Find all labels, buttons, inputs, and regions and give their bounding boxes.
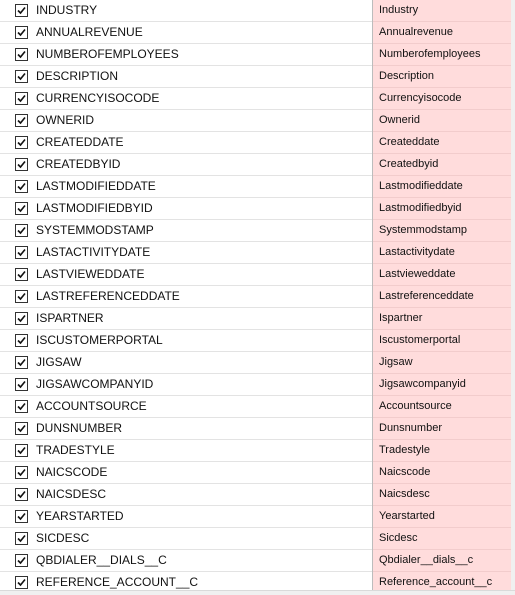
target-field-name: Jigsawcompanyid [379, 378, 466, 390]
include-checkbox[interactable] [15, 70, 28, 83]
include-checkbox[interactable] [15, 466, 28, 479]
table-row[interactable] [0, 462, 515, 484]
target-field-cell[interactable] [373, 198, 511, 220]
source-field-name: OWNERID [36, 113, 94, 127]
include-checkbox[interactable] [15, 158, 28, 171]
target-field-cell[interactable] [373, 330, 511, 352]
target-field-name: Reference_account__c [379, 576, 493, 588]
source-field-name: QBDIALER__DIALS__C [36, 553, 167, 567]
target-field-name: Iscustomerportal [379, 334, 461, 346]
checkmark-icon [16, 115, 27, 126]
checkmark-icon [16, 335, 27, 346]
source-field-name: LASTMODIFIEDBYID [36, 201, 153, 215]
target-field-cell[interactable] [373, 484, 511, 506]
table-row[interactable] [0, 418, 515, 440]
table-row[interactable] [0, 154, 515, 176]
target-field-cell[interactable] [373, 22, 511, 44]
include-checkbox[interactable] [15, 334, 28, 347]
source-field-name: INDUSTRY [36, 3, 98, 17]
include-checkbox[interactable] [15, 576, 28, 589]
table-row[interactable] [0, 220, 515, 242]
checkmark-icon [16, 5, 27, 16]
target-field-cell[interactable] [373, 66, 511, 88]
source-field-name: LASTACTIVITYDATE [36, 245, 151, 259]
table-row[interactable] [0, 22, 515, 44]
target-field-name: Naicscode [379, 466, 431, 478]
table-row[interactable] [0, 374, 515, 396]
target-field-name: Accountsource [379, 400, 452, 412]
include-checkbox[interactable] [15, 488, 28, 501]
include-checkbox[interactable] [15, 290, 28, 303]
checkmark-icon [16, 49, 27, 60]
target-field-cell[interactable] [373, 220, 511, 242]
table-row[interactable] [0, 132, 515, 154]
checkmark-icon [16, 247, 27, 258]
table-row[interactable] [0, 550, 515, 572]
checkmark-icon [16, 511, 27, 522]
target-field-name: Tradestyle [379, 444, 430, 456]
checkmark-icon [16, 489, 27, 500]
source-field-name: YEARSTARTED [36, 509, 124, 523]
table-row[interactable] [0, 528, 515, 550]
include-checkbox[interactable] [15, 92, 28, 105]
source-field-name: ACCOUNTSOURCE [36, 399, 147, 413]
include-checkbox[interactable] [15, 4, 28, 17]
target-field-name: Currencyisocode [379, 92, 462, 104]
target-field-name: Qbdialer__dials__c [379, 554, 474, 566]
source-field-name: LASTREFERENCEDDATE [36, 289, 180, 303]
target-field-cell[interactable] [373, 88, 511, 110]
target-field-name: Lastmodifiedbyid [379, 202, 462, 214]
target-field-cell[interactable] [373, 0, 511, 22]
target-field-name: Ispartner [379, 312, 423, 324]
source-field-name: SICDESC [36, 531, 90, 545]
checkmark-icon [16, 71, 27, 82]
target-field-cell[interactable] [373, 286, 511, 308]
target-field-name: Sicdesc [379, 532, 418, 544]
table-row[interactable] [0, 110, 515, 132]
checkmark-icon [16, 445, 27, 456]
table-row[interactable] [0, 264, 515, 286]
target-field-name: Createdbyid [379, 158, 439, 170]
target-field-cell[interactable] [373, 110, 511, 132]
target-field-cell[interactable] [373, 528, 511, 550]
table-row[interactable] [0, 330, 515, 352]
source-field-name: NUMBEROFEMPLOYEES [36, 47, 179, 61]
include-checkbox[interactable] [15, 48, 28, 61]
table-row[interactable] [0, 44, 515, 66]
include-checkbox[interactable] [15, 400, 28, 413]
checkmark-icon [16, 93, 27, 104]
source-field-name: CREATEDBYID [36, 157, 121, 171]
include-checkbox[interactable] [15, 312, 28, 325]
checkmark-icon [16, 291, 27, 302]
include-checkbox[interactable] [15, 26, 28, 39]
target-field-name: Industry [379, 4, 419, 16]
include-checkbox[interactable] [15, 554, 28, 567]
target-field-name: Dunsnumber [379, 422, 442, 434]
target-field-cell[interactable] [373, 154, 511, 176]
target-field-cell[interactable] [373, 550, 511, 572]
horizontal-scrollbar[interactable] [0, 590, 515, 595]
target-field-cell[interactable] [373, 352, 511, 374]
target-field-name: Lastmodifieddate [379, 180, 463, 192]
target-field-cell[interactable] [373, 440, 511, 462]
checkmark-icon [16, 225, 27, 236]
source-field-name: JIGSAWCOMPANYID [36, 377, 154, 391]
target-field-cell[interactable] [373, 374, 511, 396]
target-field-cell[interactable] [373, 462, 511, 484]
target-field-name: Createddate [379, 136, 440, 148]
table-row[interactable] [0, 484, 515, 506]
include-checkbox[interactable] [15, 356, 28, 369]
source-field-name: DESCRIPTION [36, 69, 119, 83]
table-row[interactable] [0, 198, 515, 220]
checkmark-icon [16, 159, 27, 170]
checkmark-icon [16, 137, 27, 148]
source-field-name: REFERENCE_ACCOUNT__C [36, 575, 199, 589]
source-field-name: SYSTEMMODSTAMP [36, 223, 154, 237]
source-field-name: LASTVIEWEDDATE [36, 267, 145, 281]
target-field-cell[interactable] [373, 132, 511, 154]
include-checkbox[interactable] [15, 136, 28, 149]
target-field-name: Lastactivitydate [379, 246, 455, 258]
target-field-cell[interactable] [373, 418, 511, 440]
checkmark-icon [16, 27, 27, 38]
target-field-name: Numberofemployees [379, 48, 481, 60]
target-field-name: Annualrevenue [379, 26, 454, 38]
checkmark-icon [16, 379, 27, 390]
source-field-name: ISCUSTOMERPORTAL [36, 333, 163, 347]
target-field-cell[interactable] [373, 506, 511, 528]
include-checkbox[interactable] [15, 532, 28, 545]
target-field-name: Naicsdesc [379, 488, 430, 500]
target-field-cell[interactable] [373, 308, 511, 330]
table-row[interactable] [0, 308, 515, 330]
source-field-name: NAICSDESC [36, 487, 107, 501]
source-field-name: TRADESTYLE [36, 443, 115, 457]
checkmark-icon [16, 577, 27, 588]
source-field-name: JIGSAW [36, 355, 82, 369]
target-field-name: Description [379, 70, 435, 82]
checkmark-icon [16, 203, 27, 214]
table-row[interactable] [0, 66, 515, 88]
target-field-name: Systemmodstamp [379, 224, 468, 236]
target-field-name: Ownerid [379, 114, 420, 126]
checkmark-icon [16, 313, 27, 324]
include-checkbox[interactable] [15, 246, 28, 259]
include-checkbox[interactable] [15, 202, 28, 215]
target-field-cell[interactable] [373, 176, 511, 198]
checkmark-icon [16, 401, 27, 412]
source-field-name: ANNUALREVENUE [36, 25, 143, 39]
target-field-cell[interactable] [373, 396, 511, 418]
table-row[interactable] [0, 352, 515, 374]
include-checkbox[interactable] [15, 422, 28, 435]
include-checkbox[interactable] [15, 114, 28, 127]
checkmark-icon [16, 423, 27, 434]
table-row[interactable] [0, 286, 515, 308]
include-checkbox[interactable] [15, 444, 28, 457]
include-checkbox[interactable] [15, 378, 28, 391]
checkmark-icon [16, 533, 27, 544]
source-field-name: CREATEDDATE [36, 135, 124, 149]
target-field-name: Lastreferenceddate [379, 290, 474, 302]
include-checkbox[interactable] [15, 180, 28, 193]
table-row[interactable] [0, 88, 515, 110]
source-field-name: LASTMODIFIEDDATE [36, 179, 156, 193]
target-field-name: Lastvieweddate [379, 268, 456, 280]
include-checkbox[interactable] [15, 510, 28, 523]
table-row[interactable] [0, 176, 515, 198]
source-field-name: DUNSNUMBER [36, 421, 123, 435]
include-checkbox[interactable] [15, 268, 28, 281]
checkmark-icon [16, 181, 27, 192]
target-field-name: Jigsaw [379, 356, 413, 368]
target-field-cell[interactable] [373, 264, 511, 286]
table-row[interactable] [0, 440, 515, 462]
target-field-cell[interactable] [373, 44, 511, 66]
source-field-name: ISPARTNER [36, 311, 104, 325]
table-row[interactable] [0, 506, 515, 528]
table-row[interactable] [0, 396, 515, 418]
target-field-cell[interactable] [373, 242, 511, 264]
source-field-name: CURRENCYISOCODE [36, 91, 160, 105]
checkmark-icon [16, 269, 27, 280]
table-row[interactable] [0, 0, 515, 22]
checkmark-icon [16, 555, 27, 566]
source-field-name: NAICSCODE [36, 465, 108, 479]
include-checkbox[interactable] [15, 224, 28, 237]
checkmark-icon [16, 357, 27, 368]
target-field-name: Yearstarted [379, 510, 435, 522]
table-row[interactable] [0, 242, 515, 264]
vertical-scrollbar[interactable] [511, 0, 515, 595]
checkmark-icon [16, 467, 27, 478]
